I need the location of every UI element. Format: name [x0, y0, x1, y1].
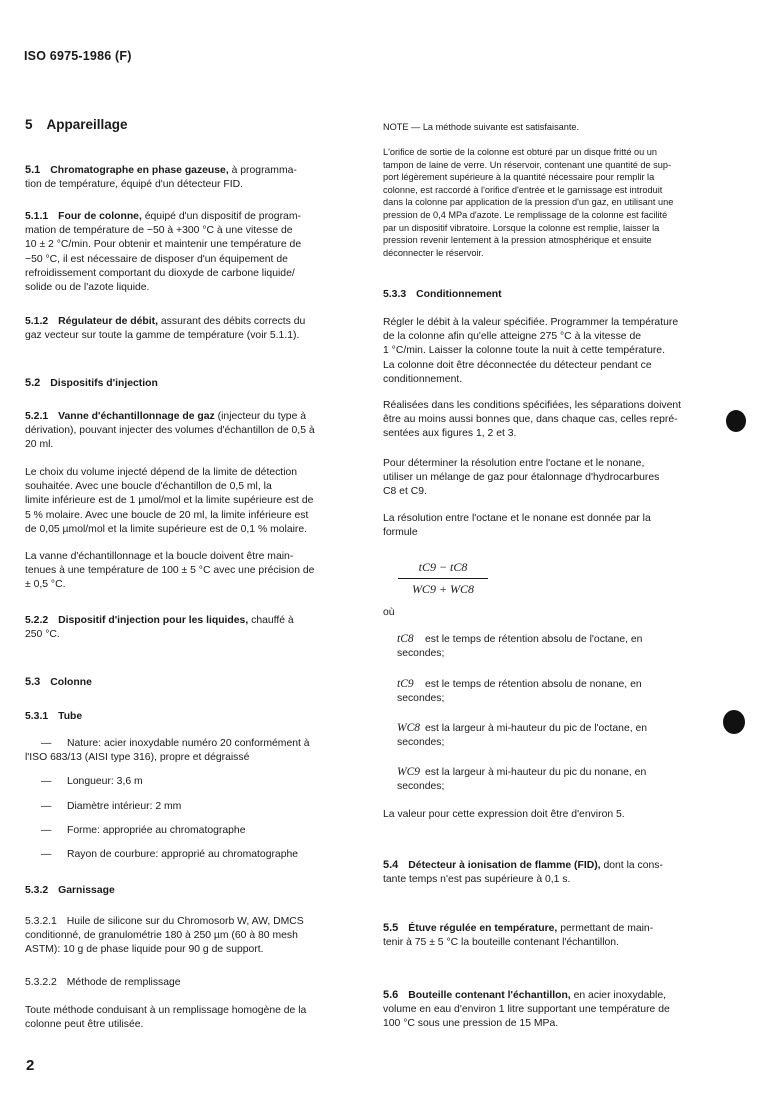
note-text: L'orifice de sortie de la colonne est obturé par un disque fritté ou un tampon de laine de verre. Un réservoir, contenant une quantité de sup- port légèrement supérieure à la quantité nécessaire pour remplir la colonne, est raccordé à l'orifice d'entrée et le garnissage est introduit dans la colonne par application de la pression d'un gaz, en utilisant une pression de 0,4 MPa d'azote. Le remplissage de la colonne est facilité par un dispositif vibratoire. Lorsque la colonne est remplie, laisser la pression revenir lentement à la pression atmosphérique et ensuite déconnecter le réservoir. [383, 147, 674, 258]
section-5-1: 5.1 Chromatographe en phase gazeuse, à programma- tion de température, équipé d'un détecteur FID. [25, 164, 297, 191]
section-5-4: 5.4 Détecteur à ionisation de flamme (FID), dont la cons- tante temps n'est pas supérieure à 0,1 s. [383, 859, 663, 886]
section-5-1-1: 5.1.1 Four de colonne, équipé d'un dispositif de program- mation de température de −50 à +300 °C à une vitesse de 10 ± 2 °C/min. Pour obtenir et maintenir une température de −50 °C, il est nécessaire de disposer d'un équipement de refroidissement comportant du dioxyde de carbone liquide/ solide ou de l'azote liquide. [25, 211, 302, 294]
note-heading: NOTE — La méthode suivante est satisfaisante. [383, 122, 580, 132]
list-item: — Longueur: 3,6 m [41, 776, 143, 788]
paragraph-regler: Régler le débit à la valeur spécifiée. Programmer la température de la colonne afin qu'elle atteigne 275 °C à la vitesse de 1 °C/min. Laisser la colonne toute la nuit à cette température. La colonne doit être déconnectée du détecteur pendant ce conditionnement. [383, 317, 679, 385]
section-5-1-2: 5.1.2 Régulateur de débit, assurant des débits corrects du gaz vecteur sur toute la gamme de température (voir 5.1.1). [25, 316, 306, 342]
ink-blot [723, 710, 745, 734]
section-5-3-2-1: 5.3.2.1 Huile de silicone sur du Chromosorb W, AW, DMCS conditionné, de granulométrie 180 à 250 µm (60 à 80 mesh ASTM): 10 g de phase liquide pour 90 g de support. [25, 916, 304, 956]
section-5-2-2: 5.2.2 Dispositif d'injection pour les liquides, chauffé à 250 °C. [25, 615, 294, 641]
paragraph-toute: Toute méthode conduisant à un remplissage homogène de la colonne peut être utilisée. [25, 1005, 307, 1031]
resolution-formula: tC9 − tC8 WC9 + WC8 [398, 560, 488, 597]
ink-blot [726, 410, 746, 432]
section-5-3-heading: 5.3 Colonne [25, 676, 92, 688]
page-number: 2 [26, 1057, 35, 1074]
paragraph-vanne: La vanne d'échantillonnage et la boucle doivent être main- tenues à une température de 100 ± 5 °C avec une précision de ± 0,5 °C. [25, 551, 315, 591]
definition-wc9: WC9 est la largeur à mi-hauteur du pic du nonane, en secondes; [397, 766, 647, 793]
section-5-2-1: 5.2.1 Vanne d'échantillonnage de gaz (injecteur du type à dérivation), pouvant injecter des volumes d'échantillon de 0,5 à 20 ml. [25, 411, 315, 451]
document-header: ISO 6975-1986 (F) [24, 49, 132, 63]
paragraph-pour: Pour déterminer la résolution entre l'octane et le nonane, utiliser un mélange de gaz pour étalonnage d'hydrocarbures C8 et C9. [383, 458, 660, 498]
list-item: — Forme: appropriée au chromatographe [41, 824, 246, 836]
fraction-bar [398, 578, 488, 579]
paragraph-realisees: Réalisées dans les conditions spécifiées, les séparations doivent être au moins aussi bonnes que, dans chaque cas, celles repré- sentées aux figures 1, 2 et 3. [383, 400, 682, 440]
paragraph-resolution: La résolution entre l'octane et le nonane est donnée par la formule [383, 513, 651, 539]
section-5-3-2-heading: 5.3.2 Garnissage [25, 885, 115, 896]
definition-tc9: tC9 est le temps de rétention absolu de nonane, en secondes; [397, 678, 642, 705]
section-5-3-2-2-heading: 5.3.2.2 Méthode de remplissage [25, 977, 181, 988]
left-column [25, 118, 351, 134]
section-5-5: 5.5 Étuve régulée en température, permettant de main- tenir à 75 ± 5 °C la bouteille contenant l'échantillon. [383, 922, 654, 949]
tube-list: — Nature: acier inoxydable numéro 20 conformément à l'ISO 683/13 (AISI type 316), propre et dégraissé — Longueur: 3,6 m — Diamètre intérieur: 2 mm — Forme: appropriée au chromatographe — Rayon de courbure: approprié au chromatographe [25, 737, 351, 862]
definition-wc8: WC8 est la largeur à mi-hauteur du pic de l'octane, en secondes; [397, 722, 648, 749]
list-item: — Rayon de courbure: approprié au chromatographe [41, 849, 299, 861]
section-5-3-3-heading: 5.3.3 Conditionnement [383, 289, 502, 300]
paragraph-valeur: La valeur pour cette expression doit être d'environ 5. [383, 809, 625, 820]
list-item: — Nature: acier inoxydable numéro 20 conformément à [41, 738, 310, 749]
ou-label: où [383, 607, 395, 618]
definition-tc8: tC8 est le temps de rétention absolu de l'octane, en secondes; [397, 633, 643, 660]
section-5-heading: 5 Appareillage [25, 117, 128, 132]
section-5-2-heading: 5.2 Dispositifs d'injection [25, 377, 158, 389]
section-5-3-1-heading: 5.3.1 Tube [25, 711, 83, 722]
section-5-6: 5.6 Bouteille contenant l'échantillon, en acier inoxydable, volume en eau d'environ 1 litre supportant une température de 100 °C sous une pression de 15 MPa. [383, 989, 670, 1030]
list-item: — Diamètre intérieur: 2 mm [41, 800, 182, 812]
paragraph-choix: Le choix du volume injecté dépend de la limite de détection souhaitée. Avec une boucle d'échantillon de 0,5 ml, la limite inférieure est de 1 µmol/mol et la limite supérieure est de 5 % molaire. Avec une boucle de 20 ml, la limite inférieure est de 0,05 µmol/mol et la limite supérieure est de 0,1 % molaire. [25, 467, 314, 535]
